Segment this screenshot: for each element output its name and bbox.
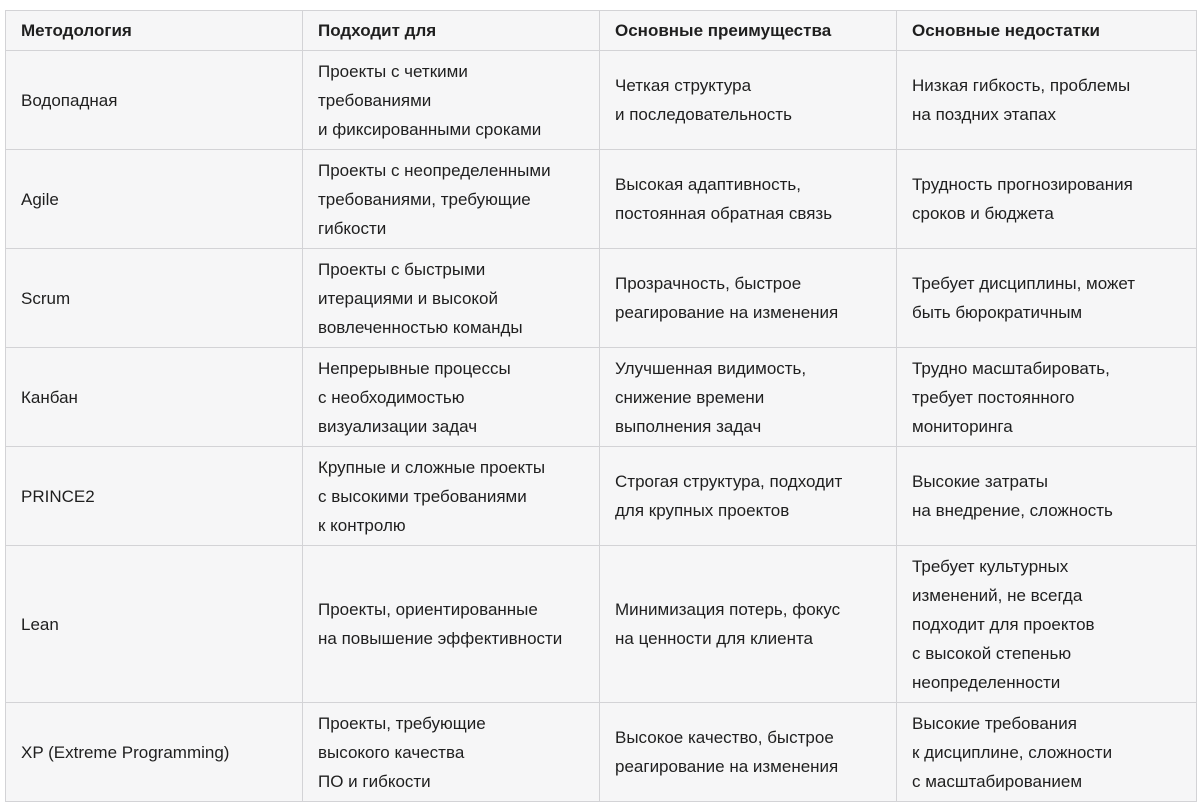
table-row	[6, 447, 1197, 546]
cell-text-line: Канбан	[21, 387, 78, 407]
comparison-table	[5, 10, 1197, 802]
cell-text-line: мониторинга	[912, 416, 1013, 436]
cell-text-line: Проекты, требующие	[318, 713, 486, 733]
cell-advantages	[600, 447, 897, 546]
cell-advantages	[600, 546, 897, 703]
cell-text-line: требованиями	[318, 90, 432, 110]
cell-text-line: ПО и гибкости	[318, 771, 431, 791]
cell-disadvantages	[897, 249, 1197, 348]
table-row	[6, 546, 1197, 703]
cell-text-line: XP (Extreme Programming)	[21, 742, 230, 762]
table-row	[6, 150, 1197, 249]
cell-methodology	[6, 249, 303, 348]
cell-text-line: Низкая гибкость, проблемы	[912, 76, 1131, 95]
cell-text-line: Водопадная	[21, 90, 118, 110]
cell-suited-for	[303, 249, 600, 348]
cell-disadvantages	[897, 703, 1197, 802]
cell-text-line: с необходимостью	[318, 387, 465, 407]
cell-text-line: Проекты, ориентированные	[318, 600, 538, 619]
cell-methodology	[6, 703, 303, 802]
cell-disadvantages	[897, 447, 1197, 546]
cell-disadvantages	[897, 348, 1197, 447]
cell-text-line: неопределенности	[912, 672, 1061, 692]
cell-text-line: выполнения задач	[615, 416, 762, 436]
cell-text-line: Требует дисциплины, может	[912, 274, 1136, 293]
cell-text-line: Крупные и сложные проекты	[318, 457, 546, 477]
cell-text-line: сроков и бюджета	[912, 204, 1054, 223]
cell-text-line: снижение времени	[615, 387, 765, 407]
cell-methodology	[6, 348, 303, 447]
cell-text-line: постоянная обратная связь	[615, 204, 833, 223]
cell-text-line: с высокими требованиями	[318, 486, 527, 506]
cell-text-line: Высокое качество, быстрое	[615, 728, 834, 747]
cell-methodology	[6, 51, 303, 150]
cell-text-line: реагирование на изменения	[615, 303, 839, 322]
cell-text-line: и фиксированными сроками	[318, 119, 542, 139]
cell-text-line: подходит для проектов	[912, 614, 1095, 634]
table-body	[6, 51, 1197, 802]
cell-text-line: реагирование на изменения	[615, 757, 839, 776]
cell-text-line: к контролю	[318, 515, 406, 535]
cell-text-line: Улучшенная видимость,	[615, 358, 807, 378]
cell-suited-for	[303, 348, 600, 447]
cell-text-line: Четкая структура	[615, 76, 752, 95]
cell-advantages	[600, 348, 897, 447]
cell-text-line: к дисциплине, сложности	[912, 742, 1113, 762]
cell-text-line: высокого качества	[318, 742, 465, 762]
cell-text-line: гибкости	[318, 218, 387, 238]
cell-text-line: с высокой степенью	[912, 643, 1072, 663]
cell-text-line: PRINCE2	[21, 486, 95, 506]
cell-text-line: Высокая адаптивность,	[615, 175, 801, 194]
cell-disadvantages	[897, 51, 1197, 150]
cell-text-line: Непрерывные процессы	[318, 358, 511, 378]
cell-methodology	[6, 150, 303, 249]
cell-methodology	[6, 447, 303, 546]
cell-advantages	[600, 249, 897, 348]
cell-disadvantages	[897, 546, 1197, 703]
cell-advantages	[600, 150, 897, 249]
cell-suited-for	[303, 546, 600, 703]
cell-text-line: быть бюрократичным	[912, 303, 1083, 322]
cell-text-line: визуализации задач	[318, 416, 478, 436]
cell-advantages	[600, 51, 897, 150]
cell-text-line: для крупных проектов	[615, 501, 790, 520]
cell-text-line: итерациями и высокой	[318, 288, 498, 308]
cell-advantages	[600, 703, 897, 802]
table-row	[6, 249, 1197, 348]
table-row	[6, 51, 1197, 150]
cell-text-line: изменений, не всегда	[912, 585, 1083, 605]
table-header	[6, 11, 1197, 51]
cell-text-line: Минимизация потерь, фокус	[615, 600, 841, 619]
cell-text-line: Высокие затраты	[912, 472, 1049, 491]
cell-disadvantages	[897, 150, 1197, 249]
cell-text-line: Agile	[21, 189, 59, 209]
header-disadvantages: Основные недостатки	[897, 11, 1197, 51]
header-suited-for: Подходит для	[303, 11, 600, 51]
cell-text-line: Трудность прогнозирования	[912, 175, 1133, 194]
cell-text-line: Lean	[21, 614, 59, 634]
methodology-comparison-table	[5, 10, 1196, 801]
header-row	[6, 11, 1197, 51]
cell-text-line: Трудно масштабировать,	[912, 358, 1110, 378]
cell-suited-for	[303, 150, 600, 249]
cell-text-line: на поздних этапах	[912, 105, 1056, 124]
cell-text-line: требует постоянного	[912, 387, 1075, 407]
cell-text-line: вовлеченностью команды	[318, 317, 523, 337]
table-row	[6, 703, 1197, 802]
header-methodology: Методология	[6, 11, 303, 51]
cell-text-line: Проекты с неопределенными	[318, 160, 551, 180]
cell-text-line: Высокие требования	[912, 713, 1077, 733]
cell-suited-for	[303, 703, 600, 802]
cell-text-line: на повышение эффективности	[318, 629, 563, 648]
cell-text-line: и последовательность	[615, 105, 792, 124]
cell-text-line: с масштабированием	[912, 771, 1083, 791]
table-row	[6, 348, 1197, 447]
cell-text-line: Проекты с четкими	[318, 61, 468, 81]
cell-text-line: Требует культурных	[912, 556, 1069, 576]
cell-text-line: на внедрение, сложность	[912, 501, 1113, 520]
cell-text-line: Строгая структура, подходит	[615, 472, 843, 491]
cell-text-line: Прозрачность, быстрое	[615, 274, 802, 293]
cell-suited-for	[303, 51, 600, 150]
cell-text-line: требованиями, требующие	[318, 189, 531, 209]
cell-methodology	[6, 546, 303, 703]
cell-suited-for	[303, 447, 600, 546]
cell-text-line: на ценности для клиента	[615, 629, 814, 648]
cell-text-line: Scrum	[21, 288, 71, 308]
header-advantages: Основные преимущества	[600, 11, 897, 51]
cell-text-line: Проекты с быстрыми	[318, 259, 486, 279]
